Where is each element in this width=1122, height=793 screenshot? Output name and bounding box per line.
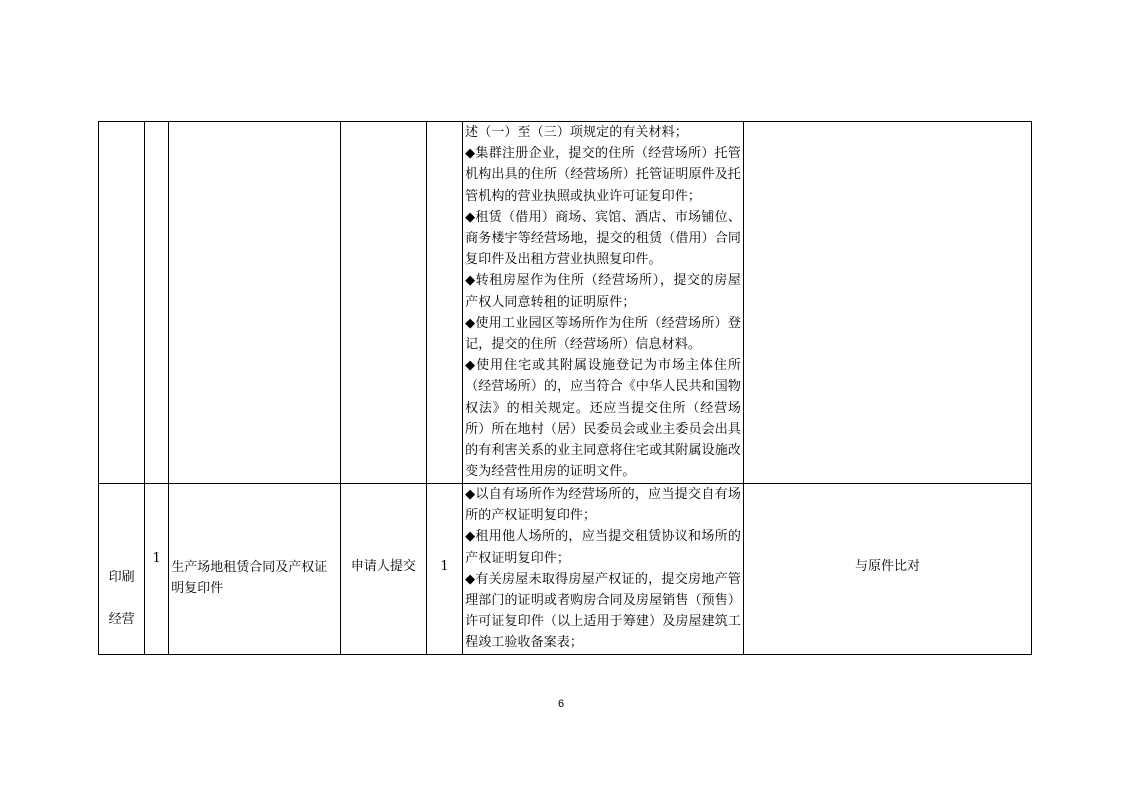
requirement-line: ◆使用工业园区等场所作为住所（经营场所）登记，提交的住所（经营场所）信息材料。: [465, 315, 742, 353]
number-cell: [145, 122, 169, 484]
requirement-line: ◆租用他人场所的，应当提交租赁协议和场所的产权证明复印件；: [465, 529, 742, 566]
category-cell: [99, 122, 145, 484]
count-cell: [427, 122, 463, 484]
table-row: [99, 122, 1032, 484]
source-cell: [340, 484, 426, 655]
requirements-text: [463, 484, 743, 654]
requirement-line: ◆有关房屋未取得房屋产权证的，提交房地产管理部门的证明或者购房合同及房屋销售（预售）许可证复印件（以上适用于筹建）及房屋建筑工程竣工验收备案表；: [465, 571, 742, 651]
requirement-line: ◆以自有场所作为经营场所的，应当提交自有场所的产权证明复印件；: [465, 487, 742, 524]
material-count: 1: [440, 559, 449, 575]
requirement-line: ◆租赁（借用）商场、宾馆、酒店、市场铺位、商务楼宇等经营场地，提交的租赁（借用）合同复印件及出租方营业执照复印件。: [465, 209, 742, 268]
materials-table: [98, 121, 1032, 655]
requirement-line: ◆使用住宅或其附属设施登记为市场主体住所（经营场所）的，应当符合《中华人民共和国物权法》的相关规定。还应当提交住所（经营场所）所在地村（居）民委员会或业主委员会出具的有利害关系的业主同意将住宅或其附属设施改变为经营性用房的证明文件。: [465, 358, 742, 480]
requirement-line: ◆转租房屋作为住所（经营场所），提交的房屋产权人同意转租的证明原件；: [465, 273, 742, 310]
material-name-cell: [169, 484, 341, 655]
requirements-cell: [463, 484, 744, 655]
category-label-line: 经营: [108, 611, 135, 627]
item-number: 1: [152, 551, 161, 567]
count-cell: [427, 484, 463, 655]
remark-cell: [744, 484, 1032, 655]
material-source: 申请人提交: [350, 559, 416, 575]
material-name-cell: [169, 122, 341, 484]
material-name: 生产场地租赁合同及产权证明复印件: [171, 559, 328, 596]
remark-cell: [744, 122, 1032, 484]
page-number: 6: [557, 698, 565, 710]
table-row: [99, 484, 1032, 655]
requirements-text: [463, 122, 743, 482]
category-cell: [99, 484, 145, 655]
requirement-line: 述（一）至（三）项规定的有关材料；: [465, 125, 688, 140]
number-cell: [145, 484, 169, 655]
requirement-line: ◆集群注册企业，提交的住所（经营场所）托管机构出具的住所（经营场所）托管证明原件及托管机构的营业执照或执业许可证复印件；: [465, 146, 742, 204]
category-label-line: 印刷: [108, 569, 135, 585]
requirements-cell: [463, 122, 744, 484]
remark-text: 与原件比对: [855, 559, 921, 575]
source-cell: [340, 122, 426, 484]
